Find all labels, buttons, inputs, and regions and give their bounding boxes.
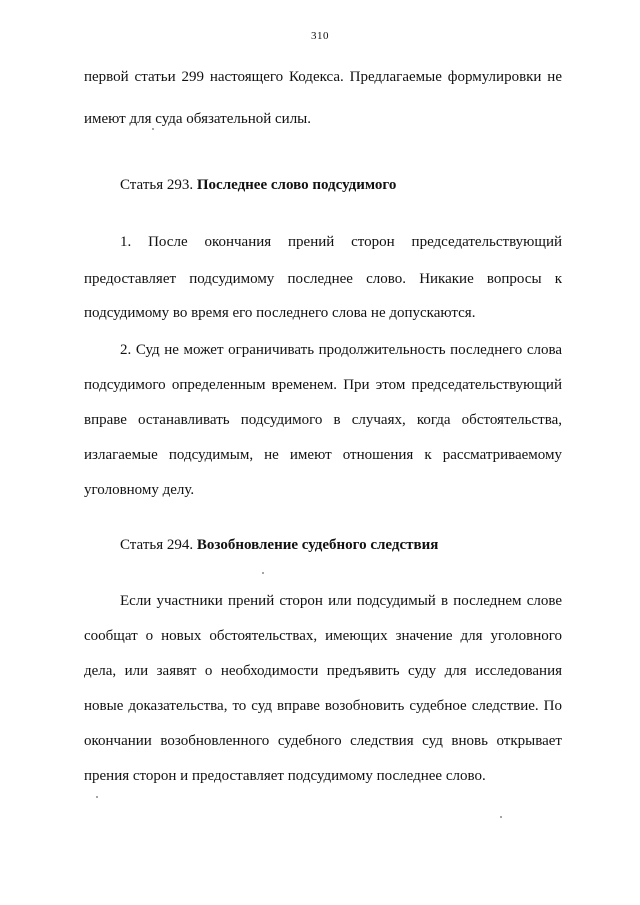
text-line: первой статьи 299 настоящего Кодекса. Предлагаемые формулировки не: [84, 69, 562, 85]
text-line: предоставляет подсудимому последнее слово. Никакие вопросы к: [84, 271, 562, 287]
text-line: прения сторон и предоставляет подсудимому последнее слово.: [84, 768, 486, 784]
article-294-heading: [120, 536, 438, 554]
text-line: вправе останавливать подсудимого в случаях, когда обстоятельства,: [84, 412, 562, 428]
article-294-prefix: Статья 294.: [120, 537, 197, 553]
scan-speck: [152, 128, 154, 130]
article-293-prefix: Статья 293.: [120, 177, 197, 193]
text-line: 1. После окончания прений сторон председательствующий: [120, 234, 562, 250]
text-line: имеют для суда обязательной силы.: [84, 111, 312, 127]
text-line: подсудимому во время его последнего слова не допускаются.: [84, 305, 476, 321]
text-line: новые доказательства, то суд вправе возобновить судебное следствие. По: [84, 698, 562, 714]
text-line: Если участники прений сторон или подсудимый в последнем слове: [120, 593, 562, 609]
scan-speck: [262, 572, 264, 574]
article-293-heading: [120, 176, 396, 194]
article-293-title: Последнее слово подсудимого: [196, 177, 397, 193]
page-number: 310: [311, 30, 329, 42]
text-line: сообщат о новых обстоятельствах, имеющих значение для уголовного: [84, 628, 562, 644]
scan-speck: [500, 816, 502, 818]
text-line: 2. Суд не может ограничивать продолжительность последнего слова: [120, 342, 562, 358]
article-294-title: Возобновление судебного следствия: [196, 537, 439, 553]
text-line: окончании возобновленного судебного следствия суд вновь открывает: [84, 733, 562, 749]
scan-speck: [96, 796, 98, 798]
text-line: дела, или заявят о необходимости предъявить суду для исследования: [84, 663, 562, 679]
text-line: излагаемые подсудимым, не имеют отношения к рассматриваемому: [84, 447, 562, 463]
text-line: уголовному делу.: [84, 482, 195, 498]
text-line: подсудимого определенным временем. При этом председательствующий: [84, 377, 562, 393]
